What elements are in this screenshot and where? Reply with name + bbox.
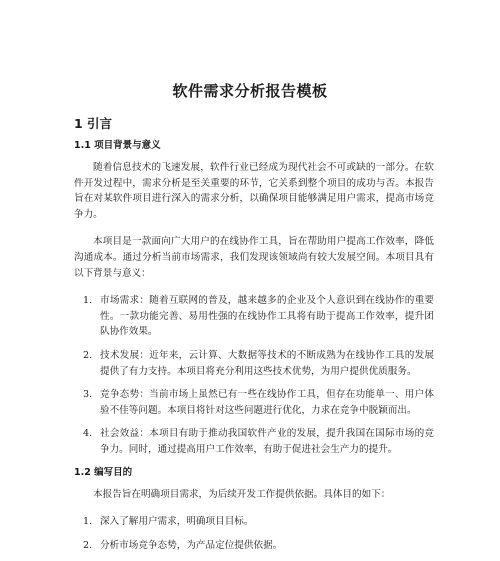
list-item bbox=[74, 387, 434, 418]
paragraph-purpose: 本报告旨在明确项目需求，为后续开发工作提供依据。具体目的如下： bbox=[93, 488, 391, 500]
paragraph-project-intro: 本项目是一款面向广大用户的在线协作工具，旨在帮助用户提高工作效率，降低沟通成本。通过分析当前市场需求，我们发现该领域尚有较大发展空间。本项目具有以下背景与意义： bbox=[74, 236, 434, 279]
subsection-heading-purpose: 1.2 编写目的 bbox=[74, 466, 133, 478]
list-item-number: 2. bbox=[83, 539, 93, 551]
subsection-purpose bbox=[74, 464, 434, 554]
list-item bbox=[74, 514, 434, 530]
subsection-heading-background: 1.1 项目背景与意义 bbox=[74, 140, 161, 151]
list-item bbox=[74, 293, 434, 340]
section-heading-introduction: 1 引言 bbox=[74, 116, 113, 131]
list-item-text: 市场需求：随着互联网的普及，越来越多的企业及个人意识到在线协作的重要性。一款功能完善、易用性强的在线协作工具将有助于提高工作效率，提升团队协作效果。 bbox=[100, 295, 434, 338]
list-item-number: 1. bbox=[83, 516, 93, 528]
list-item-number: 4. bbox=[83, 428, 93, 440]
list-item-text: 技术发展：近年来，云计算、大数据等技术的不断成熟为在线协作工具的发展提供了有力支持。本项目将充分利用这些技术优势，为用户提供优质服务。 bbox=[100, 349, 434, 377]
list-item-number: 1. bbox=[83, 295, 93, 307]
background-list bbox=[74, 293, 434, 457]
paragraph-background: 随着信息技术的飞速发展，软件行业已经成为现代社会不可或缺的一部分。在软件开发过程中，需求分析是至关重要的环节，它关系到整个项目的成功与否。本报告旨在对某软件项目进行深入的需求分析，以确保项目能够满足用户需求，提高市场竞争力。 bbox=[74, 162, 434, 220]
list-item bbox=[74, 538, 434, 554]
list-item-text: 竞争态势：当前市场上虽然已有一些在线协作工具，但存在功能单一、用户体验不佳等问题。本项目将针对这些问题进行优化，力求在竞争中脱颖而出。 bbox=[100, 389, 434, 416]
list-item-text: 社会效益：本项目有助于推动我国软件产业的发展，提升我国在国际市场的竞争力。同时，通过提高用户工作效率，有助于促进社会生产力的提升。 bbox=[100, 428, 434, 455]
list-item-number: 2. bbox=[83, 349, 93, 361]
document-body bbox=[74, 114, 434, 561]
document-title: 软件需求分析报告模板 bbox=[172, 82, 328, 100]
list-item-number: 3. bbox=[83, 389, 93, 401]
purpose-list bbox=[74, 514, 434, 553]
list-item-text: 深入了解用户需求，明确项目目标。 bbox=[100, 516, 254, 528]
list-item bbox=[74, 348, 434, 379]
list-item-text: 分析市场竞争态势，为产品定位提供依据。 bbox=[100, 539, 283, 551]
list-item bbox=[74, 426, 434, 457]
